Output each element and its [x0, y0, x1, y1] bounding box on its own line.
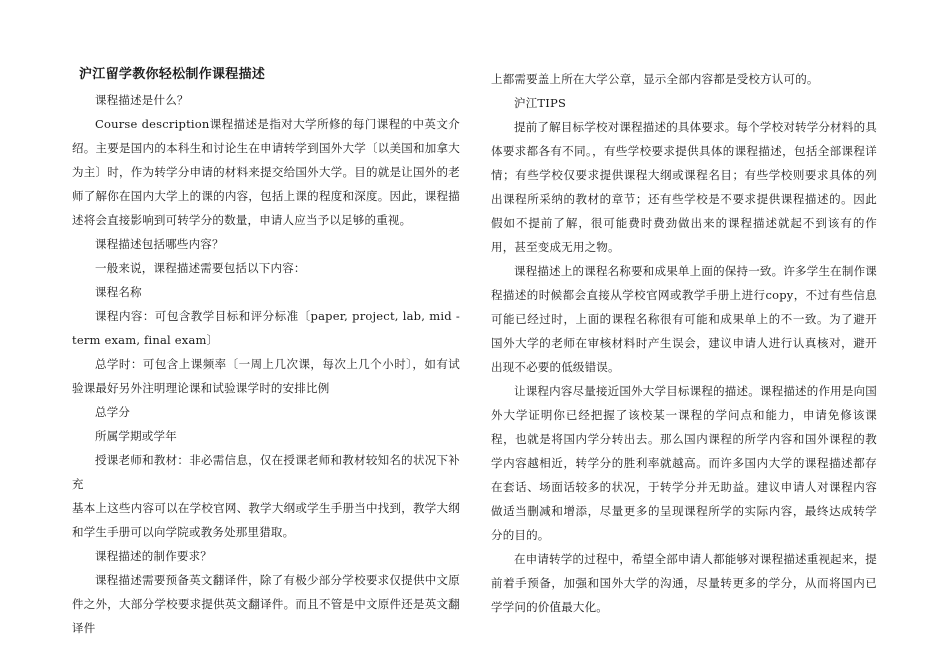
paragraph: 课程描述包括哪些内容？: [95, 237, 224, 251]
paragraph: 总学分: [95, 405, 131, 419]
paragraph: 基本上这些内容可以在学校官网、教学大纲或学生手册当中找到，教学大纲和学生手册可以向学院或教务处那里猎取。: [72, 501, 460, 539]
paragraph: Course description课程描述是指对大学所修的每门课程的中英文介绍。主要是国内的本科生和讨论生在申请转学到国外大学〔以美国和加拿大为主〕时，作为转学分申请的材料来提交给国外大学。目的就是让国外的老师了解你在国内大学上的课的内容，包括上课的程度和深度。因此，课程描述将会直接影响到可转学分的数量，申请人应当予以足够的重视。: [72, 117, 460, 227]
paragraph: 提前了解目标学校对课程描述的具体要求。每个学校对转学分材料的具体要求都各有不同。，有些学校要求提供具体的课程描述，包括全部课程详情；有些学校仅要求提供课程大纲或课程名目；有些学校则要求具体的列出课程所采纳的教材的章节；还有些学校是不要求提供课程描述的。因此假如不提前了解，很可能费时费劲做出来的课程描述就起不到该有的作用，甚至变成无用之物。: [491, 120, 877, 254]
paragraph: 课程内容：可包含教学目标和评分标准〔paper, project, lab, mid - term exam, final exam〕: [72, 309, 460, 347]
document-title: 沪江留学教你轻松制作课程描述: [79, 67, 266, 82]
right-column: [491, 67, 877, 619]
paragraph: 课程描述是什么？: [95, 93, 189, 107]
paragraph: 一般来说，课程描述需要包括以下内容：: [95, 261, 306, 275]
paragraph: 沪江TIPS: [514, 96, 567, 110]
paragraph: 所属学期或学年: [95, 429, 177, 443]
paragraph: 课程描述需要预备英文翻译件，除了有极少部分学校要求仅提供中文原件之外，大部分学校要求提供英文翻译件。而且不管是中文原件还是英文翻译件: [72, 573, 460, 635]
left-body: [72, 88, 460, 640]
left-column: [72, 62, 460, 640]
right-body: [491, 67, 877, 619]
paragraph: 课程描述的制作要求？: [95, 549, 212, 563]
paragraph: 在申请转学的过程中，希望全部申请人都能够对课程描述重视起来，提前着手预备，加强和国外大学的沟通，尽量转更多的学分，从而将国内已学学问的价值最大化。: [491, 552, 877, 614]
paragraph: 课程名称: [95, 285, 142, 299]
paragraph: 让课程内容尽量接近国外大学目标课程的描述。课程描述的作用是向国外大学证明你已经把握了该校某一课程的学问点和能力，申请免修该课程，也就是将国内学分转出去。那么国内课程的所学内容和国外课程的教学内容越相近，转学分的胜利率就越高。而许多国内大学的课程描述都存在套话、场面话较多的状况，于转学分并无助益。建议申请人对课程内容做适当删减和增添，尽量更多的呈现课程所学的实际内容，最终达成转学分的目的。: [491, 384, 877, 542]
paragraph: 上都需要盖上所在大学公章，显示全部内容都是受校方认可的。: [491, 72, 819, 86]
paragraph: 总学时：可包含上课频率〔一周上几次课，每次上几个小时〕，如有试验课最好另外注明理论课和试验课学时的安排比例: [72, 357, 460, 395]
paragraph: 课程描述上的课程名称要和成果单上面的保持一致。许多学生在制作课程描述的时候都会直接从学校官网或教学手册上进行copy，不过有些信息可能已经过时，上面的课程名称很有可能和成果单上的不一致。为了避开国外大学的老师在审核材料时产生误会，建议申请人进行认真核对，避开出现不必要的低级错误。: [491, 264, 877, 374]
paragraph: 授课老师和教材：非必需信息，仅在授课老师和教材较知名的状况下补充: [72, 453, 460, 491]
